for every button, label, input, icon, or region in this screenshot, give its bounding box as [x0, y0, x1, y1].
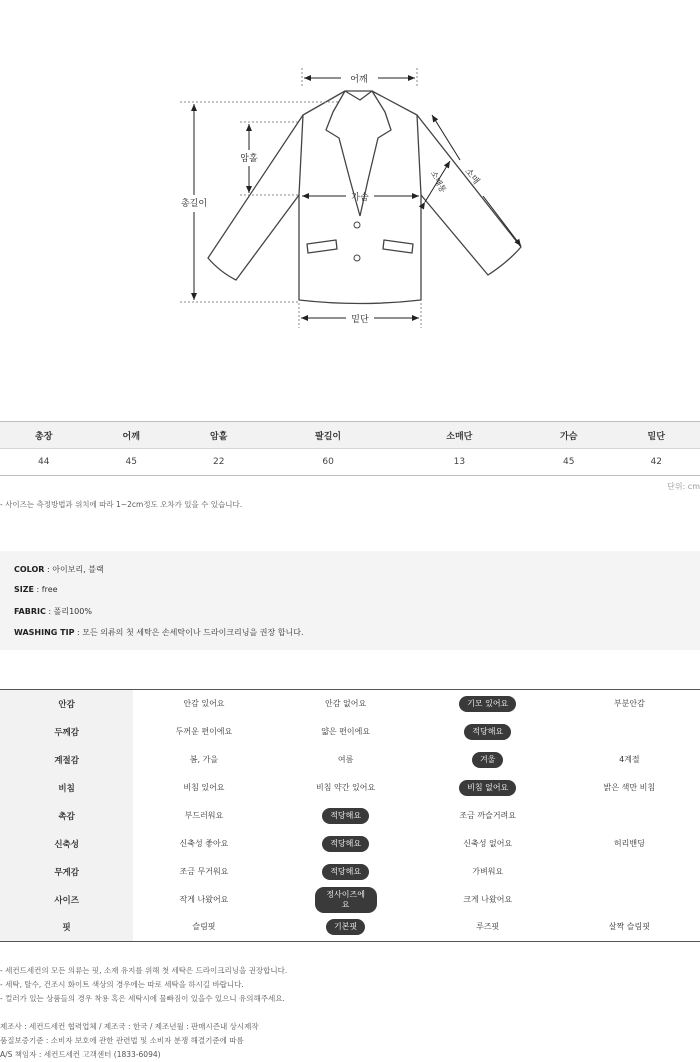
fit-option-cell — [133, 690, 274, 718]
fit-option-cell — [417, 858, 559, 886]
fit-row — [0, 690, 700, 718]
fit-option: 신축성 좋아요 — [179, 838, 229, 848]
fit-option: 살짝 슬림핏 — [608, 922, 650, 932]
fit-option-cell — [133, 718, 274, 746]
fit-option-cell — [275, 886, 417, 914]
size-value: 45 — [525, 449, 612, 476]
company-info: 제조사 : 세컨드세컨 협력업체 / 제조국 : 한국 / 제조년월 : 판매시즌내 상시제작 — [0, 1022, 259, 1031]
fit-option: 4계절 — [619, 754, 640, 764]
fit-option-cell — [133, 886, 274, 914]
size-header: 팔길이 — [262, 422, 393, 449]
fit-table — [0, 689, 700, 942]
fit-option: 여름 — [337, 754, 354, 764]
fabric-value: : 폴리100% — [45, 607, 92, 616]
fit-row-label: 신축성 — [0, 830, 133, 858]
fit-option: 안감 없어요 — [325, 698, 367, 708]
company-info: 품질보증기준 : 소비자 보호에 관한 관련법 및 소비자 분쟁 해결기준에 따름 — [0, 1036, 244, 1045]
size-label: SIZE — [14, 585, 35, 594]
fit-option: 비침 있어요 — [183, 782, 225, 792]
fit-option-cell — [275, 690, 417, 718]
fabric-label: FABRIC — [14, 607, 46, 616]
size-table-value-row — [0, 449, 700, 476]
fit-option: 부드러워요 — [184, 810, 224, 820]
fit-row-label: 계절감 — [0, 746, 133, 774]
fit-option-cell — [559, 802, 700, 830]
total-length-label: 총길이 — [180, 199, 208, 209]
jacket-measurement-diagram — [0, 0, 700, 340]
fit-option: 조금 까슬거려요 — [459, 810, 517, 820]
fit-option-cell — [417, 886, 559, 914]
fit-option: 밝은 색만 비침 — [603, 782, 656, 792]
size-value: 44 — [0, 449, 87, 476]
fit-option: 신축성 없어요 — [463, 838, 513, 848]
product-info-box — [0, 551, 700, 650]
fit-option: 비침 약간 있어요 — [316, 782, 376, 792]
fit-option-cell — [133, 802, 274, 830]
fit-option-cell — [275, 858, 417, 886]
fit-row-label: 두께감 — [0, 718, 133, 746]
fit-option-selected: 겨울 — [472, 752, 503, 768]
chest-label: 가슴 — [351, 193, 369, 203]
fit-option: 봄, 가을 — [189, 754, 219, 764]
hem-label: 밑단 — [351, 315, 369, 325]
color-label: COLOR — [14, 565, 45, 574]
fit-option-cell — [133, 858, 274, 886]
fit-option-cell — [559, 914, 700, 942]
size-table-header-row — [0, 422, 700, 449]
fit-option-cell — [275, 914, 417, 942]
jacket-buttons — [354, 222, 360, 261]
washing-value: : 모든 의류의 첫 세탁은 손세탁이나 드라이크리닝을 권장 합니다. — [74, 628, 304, 637]
fit-option-selected: 비침 없어요 — [459, 780, 516, 796]
fit-row-label: 사이즈 — [0, 886, 133, 914]
fit-option-cell — [133, 774, 274, 802]
fit-row — [0, 886, 700, 914]
fit-option-selected: 기본핏 — [326, 919, 365, 935]
fit-option-selected: 적당해요 — [464, 724, 511, 740]
fit-option-selected: 정사이즈에요 — [315, 887, 377, 913]
size-header: 총장 — [0, 422, 87, 449]
fit-row — [0, 830, 700, 858]
fit-row — [0, 914, 700, 942]
size-header: 암홀 — [175, 422, 262, 449]
fit-option-selected: 기모 있어요 — [459, 696, 516, 712]
fit-option-cell — [559, 774, 700, 802]
fit-row-label: 촉감 — [0, 802, 133, 830]
size-table — [0, 421, 700, 476]
fit-option: 조금 무거워요 — [179, 866, 229, 876]
fit-option-cell — [559, 690, 700, 718]
fit-row — [0, 718, 700, 746]
fit-option-selected: 적당해요 — [322, 836, 369, 852]
fit-option-selected: 적당해요 — [322, 864, 369, 880]
fit-option-cell — [559, 858, 700, 886]
fit-option-cell — [275, 830, 417, 858]
sleeve-label: 소매 — [462, 166, 481, 187]
color-info — [14, 564, 104, 575]
size-value: 13 — [394, 449, 525, 476]
size-info — [14, 585, 58, 594]
fit-option: 루즈핏 — [476, 922, 500, 932]
fit-row-label: 비침 — [0, 774, 133, 802]
fit-row — [0, 802, 700, 830]
shoulder-label: 어깨 — [350, 75, 368, 85]
size-value: 42 — [612, 449, 700, 476]
size-note: - 사이즈는 측정방법과 위치에 따라 1~2cm정도 오차가 있을 수 있습니다. — [0, 500, 243, 509]
care-note: - 세탁, 탈수, 건조시 화이트 색상의 경우에는 따로 세탁을 하시길 바랍니다. — [0, 980, 244, 989]
fit-option: 두꺼운 편이에요 — [175, 726, 233, 736]
fit-option-cell — [559, 886, 700, 914]
fit-row-label: 안감 — [0, 690, 133, 718]
fit-option: 가벼워요 — [472, 866, 504, 876]
size-value-text: : free — [34, 585, 58, 594]
fit-option-cell — [133, 746, 274, 774]
company-info: A/S 책임자 : 세컨드세컨 고객센터 (1833-6094) — [0, 1050, 161, 1059]
size-header: 소매단 — [394, 422, 525, 449]
fit-option-cell — [559, 746, 700, 774]
care-note: - 컬러가 있는 상품들의 경우 착용 혹은 세탁시에 물빠짐이 있을수 있으니 유의해주세요. — [0, 994, 285, 1003]
fit-option-selected: 적당해요 — [322, 808, 369, 824]
fit-row-label: 핏 — [0, 914, 133, 942]
size-header: 가슴 — [525, 422, 612, 449]
fit-row-label: 무게감 — [0, 858, 133, 886]
fit-option: 슬림핏 — [192, 922, 216, 932]
fit-option: 안감 있어요 — [183, 698, 225, 708]
fit-option: 크게 나왔어요 — [463, 894, 513, 904]
color-value: : 아이보리, 블랙 — [44, 565, 104, 574]
fabric-info — [14, 606, 92, 617]
fit-option-cell — [559, 830, 700, 858]
washing-info — [14, 627, 304, 638]
fit-option-cell — [417, 774, 559, 802]
fit-option-cell — [275, 802, 417, 830]
fit-row — [0, 746, 700, 774]
fit-option-cell — [275, 718, 417, 746]
care-note: - 세컨드세컨의 모든 의류는 핏, 소재 유지를 위해 첫 세탁은 드라이크리닝을 권장합니다. — [0, 966, 288, 975]
fit-option-cell — [417, 802, 559, 830]
fit-option: 얇은 편이에요 — [321, 726, 371, 736]
size-unit: 단위: cm — [667, 482, 700, 491]
fit-option: 부분안감 — [613, 698, 645, 708]
fit-option-cell — [133, 914, 274, 942]
fit-option-cell — [133, 830, 274, 858]
size-header: 어깨 — [87, 422, 174, 449]
fit-option: 허리밴딩 — [613, 838, 645, 848]
fit-option-cell — [417, 914, 559, 942]
size-value: 60 — [262, 449, 393, 476]
size-header: 밑단 — [612, 422, 700, 449]
fit-option: 작게 나왔어요 — [179, 894, 229, 904]
fit-option-cell — [275, 746, 417, 774]
fit-option-cell — [417, 746, 559, 774]
fit-option-cell — [417, 718, 559, 746]
cuff-label: 소매통 — [428, 169, 448, 195]
fit-row — [0, 858, 700, 886]
washing-label: WASHING TIP — [14, 628, 75, 637]
fit-option-cell — [417, 830, 559, 858]
size-value: 22 — [175, 449, 262, 476]
fit-option-cell — [559, 718, 700, 746]
fit-option-cell — [417, 690, 559, 718]
armhole-label: 암홀 — [240, 154, 258, 164]
size-value: 45 — [87, 449, 174, 476]
fit-option-cell — [275, 774, 417, 802]
fit-row — [0, 774, 700, 802]
